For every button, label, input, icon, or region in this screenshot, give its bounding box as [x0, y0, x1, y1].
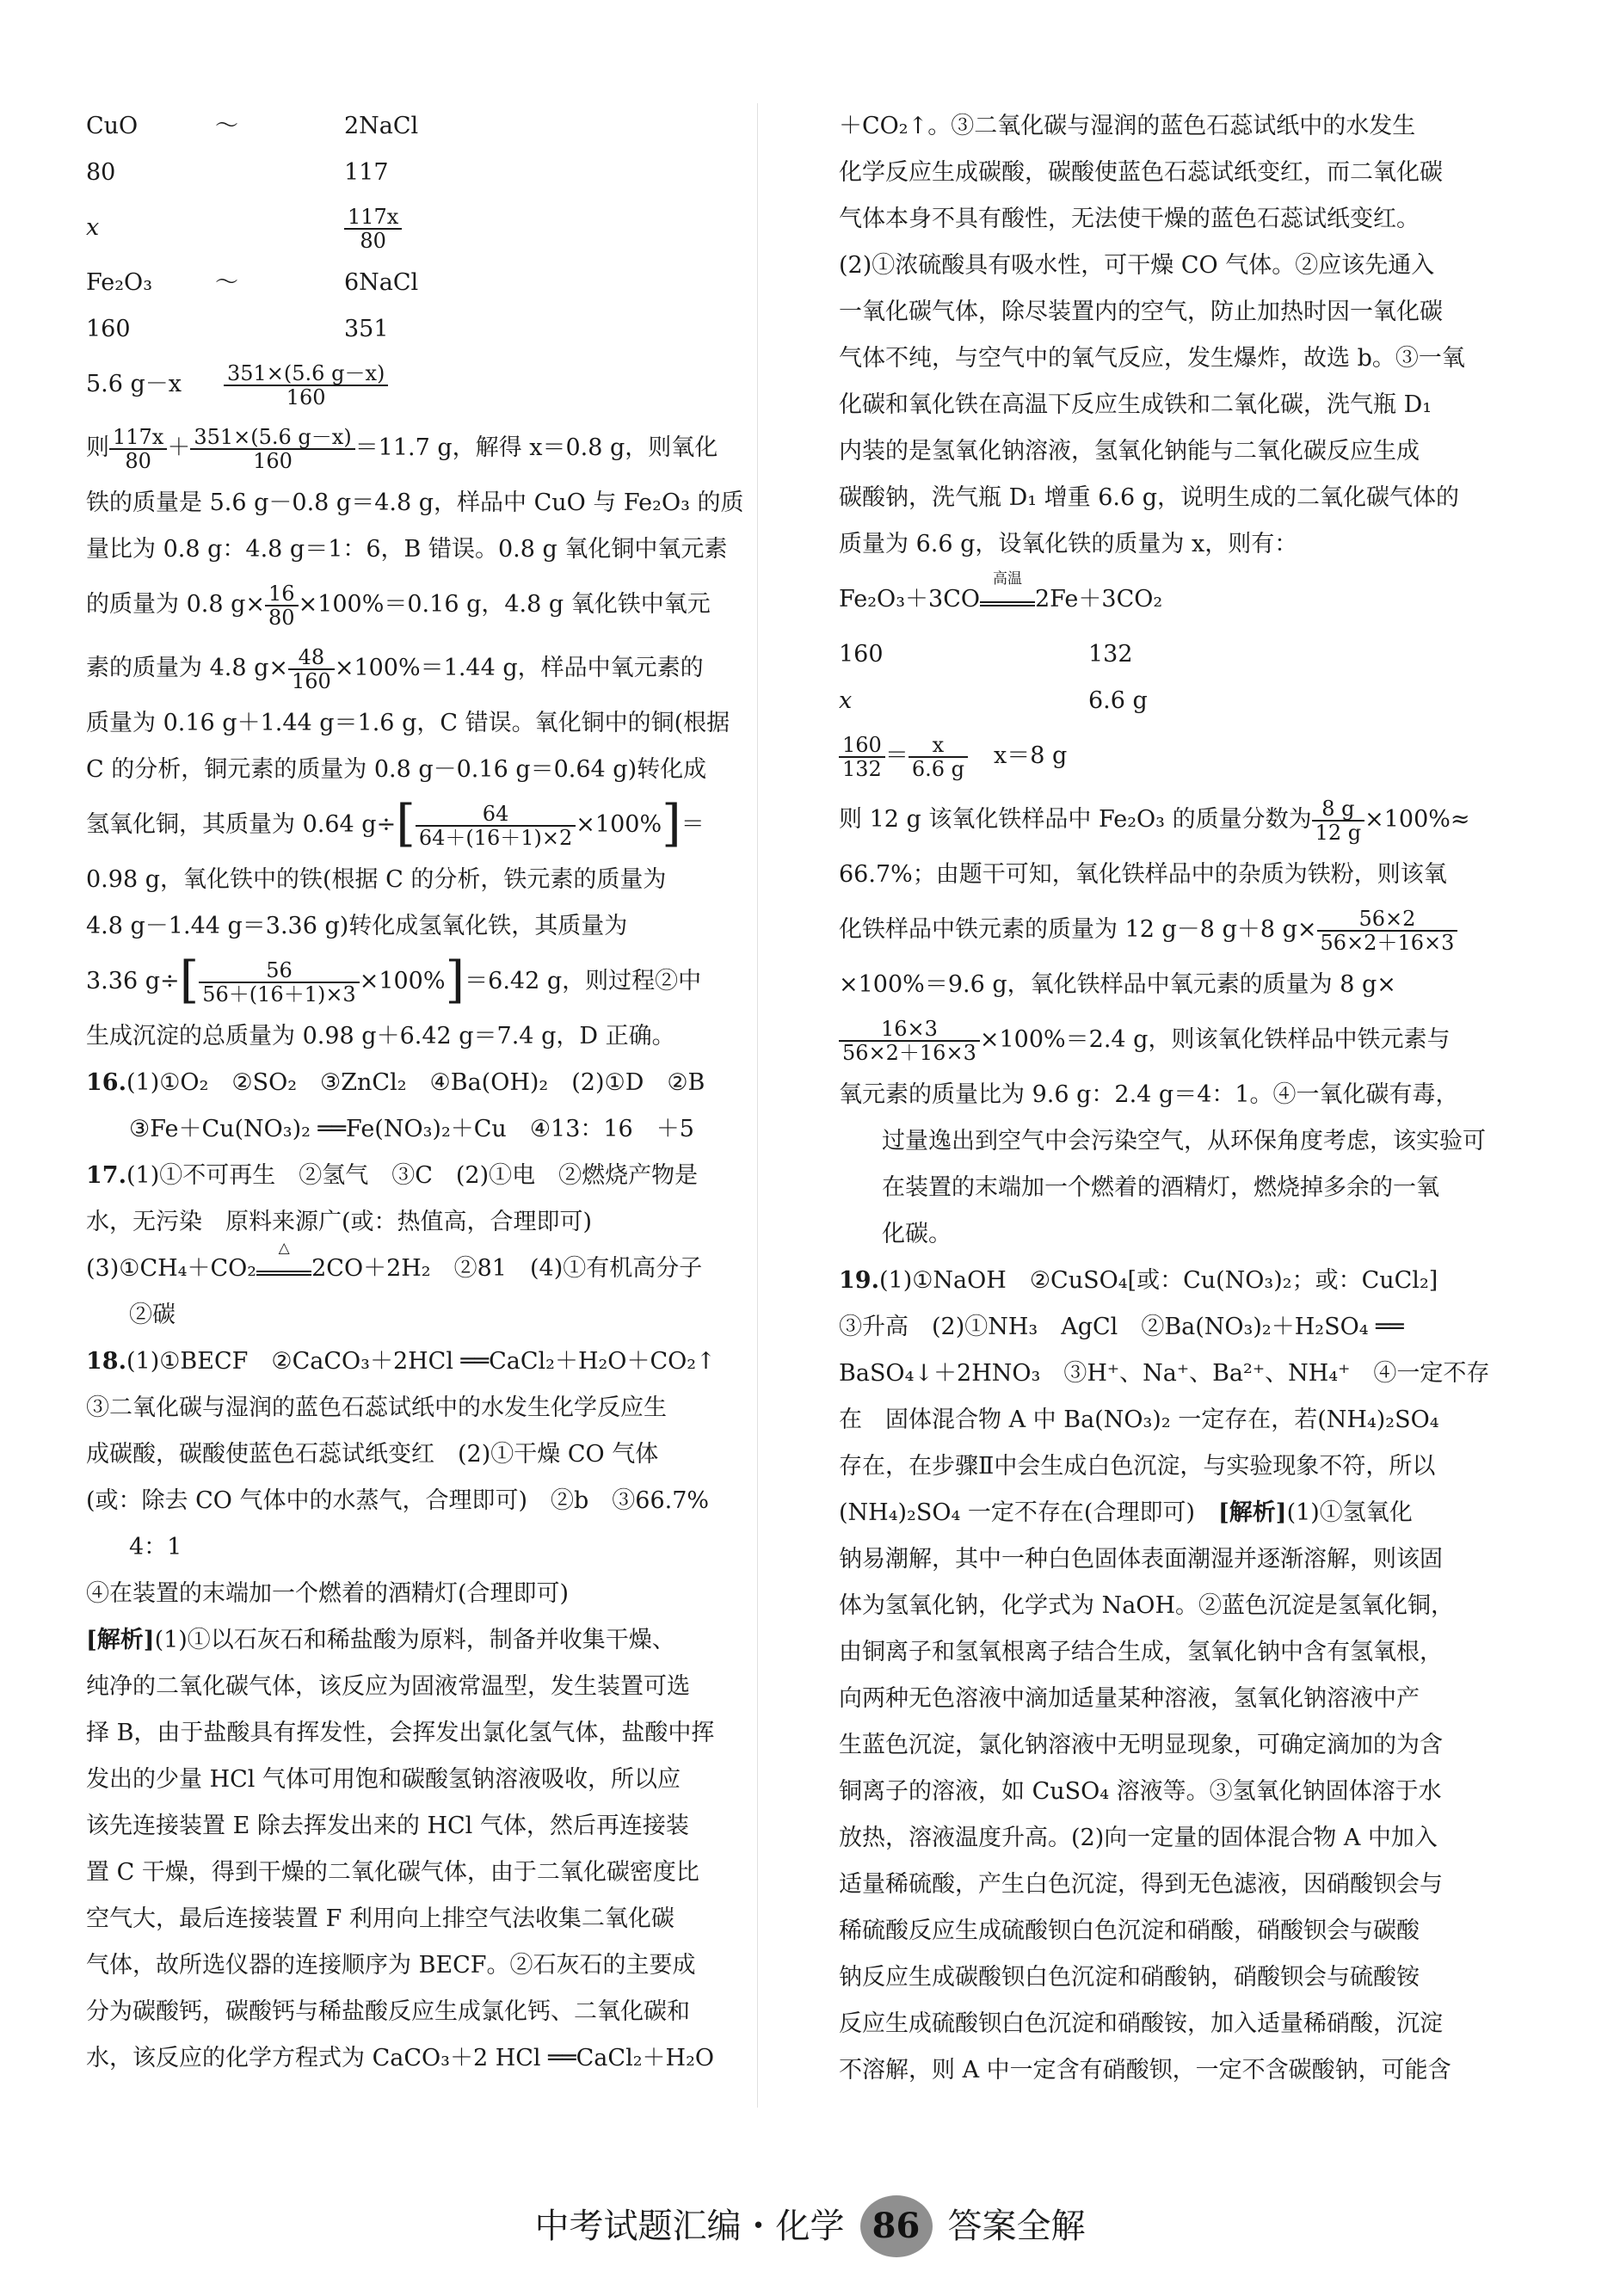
calc-row: [86, 150, 723, 196]
calc-row: [839, 678, 1474, 724]
text-line: 不溶解，则 A 中一定含有硝酸钡，一定不含碳酸钠，可能含: [839, 2057, 1451, 2084]
text-line: 碳酸钠，洗气瓶 D₁ 增重 6.6 g，说明生成的二氧化碳气体的: [839, 484, 1460, 511]
chemical-equation: [839, 568, 1474, 631]
fraction-numerator: 160: [839, 734, 885, 758]
text-line: 一氧化碳气体，除尽装置内的空气，防止加热时因一氧化碳: [839, 299, 1443, 325]
text-run: Fe₂O₃＋3CO: [839, 586, 980, 612]
question-number: 18.: [86, 1348, 126, 1375]
left-column: [86, 103, 744, 2082]
text-line: BaSO₄↓＋2HNO₃ ③H⁺、Na⁺、Ba²⁺、NH₄⁺ ④一定不存: [839, 1360, 1490, 1387]
text-line: C 的分析，铜元素的质量为 0.8 g－0.16 g＝0.64 g)转化成: [86, 756, 707, 783]
text-line: 向两种无色溶液中滴加适量某种溶液，氢氧化钠溶液中产: [839, 1685, 1420, 1712]
calc-cell: 5.6 g－x: [86, 371, 182, 397]
calc-cell: Fe₂O₃: [86, 269, 153, 296]
calc-row: [86, 260, 723, 306]
fraction-denominator: 6.6 g: [911, 756, 964, 781]
text-line: 水，该反应的化学方程式为 CaCO₃＋2 HCl ══CaCl₂＋H₂O: [86, 2045, 715, 2071]
text-line: ×100%＝9.6 g，氧化铁样品中氧元素的质量为 8 g×: [839, 971, 1396, 998]
text-line: 化碳和氧化铁在高温下反应生成铁和二氧化碳，洗气瓶 D₁: [839, 391, 1432, 418]
fraction: [190, 426, 354, 472]
fraction-numerator: 351×(5.6 g－x): [224, 362, 388, 386]
calc-row: [86, 306, 723, 353]
condition-label: △: [278, 1240, 290, 1257]
calc-row: [839, 631, 1474, 678]
answer-17: [86, 1153, 723, 1199]
text-line: 气体，故所选仪器的连接顺序为 BECF。②石灰石的主要成: [86, 1952, 696, 1979]
fraction-numerator: x: [909, 734, 968, 758]
calc-cell: 6.6 g: [1088, 687, 1148, 714]
calc-row: [86, 353, 723, 416]
text-line: 铁的质量是 5.6 g－0.8 g＝4.8 g，样品中 CuO 与 Fe₂O₃ 的质: [86, 489, 744, 516]
fraction: [109, 426, 167, 472]
fraction-denominator: 160: [253, 448, 293, 473]
right-bracket: ]: [662, 794, 681, 853]
calc-cell: 2NaCl: [344, 113, 419, 139]
text-run: (1)①氢氧化: [1286, 1499, 1413, 1526]
calc-row: [86, 196, 723, 260]
text-line: [86, 637, 723, 700]
fraction-numerator: 16: [265, 582, 299, 606]
text-run: (3)①CH₄＋CO₂: [86, 1255, 257, 1282]
fraction-denominator: 80: [360, 228, 386, 253]
text-line: 在 固体混合物 A 中 Ba(NO₃)₂ 一定存在，若(NH₄)₂SO₄: [839, 1407, 1439, 1433]
text-line: [86, 950, 723, 1013]
ratio-line: [839, 724, 1474, 788]
fraction: [416, 803, 576, 849]
question-number: 16.: [86, 1069, 126, 1096]
text-run: 则 12 g 该氧化铁样品中 Fe₂O₃ 的质量分数为: [839, 806, 1312, 833]
text-run: ×100%＝0.16 g，4.8 g 氧化铁中氧元: [298, 591, 711, 618]
fraction-denominator: 64＋(16＋1)×2: [418, 825, 573, 850]
text-line: 气体不纯，与空气中的氧气反应，发生爆炸，故选 b。③一氧: [839, 345, 1465, 372]
text-run: ×100%＝2.4 g，则该氧化铁样品中铁元素与: [979, 1026, 1451, 1053]
text-line: 发出的少量 HCl 气体可用饱和碳酸氢钠溶液吸收，所以应: [86, 1766, 681, 1793]
fraction: [909, 734, 968, 780]
text-line: [86, 793, 723, 857]
text-run: ＋: [167, 434, 191, 461]
fraction-denominator: 160: [292, 668, 331, 693]
fraction: [839, 734, 885, 780]
text-run: ×100%: [576, 811, 662, 838]
fraction: [1317, 908, 1458, 954]
question-number: 17.: [86, 1162, 126, 1189]
text-line: 适量稀硫酸，产生白色沉淀，得到无色滤液，因硝酸钡会与: [839, 1871, 1443, 1898]
fraction-numerator: 16×3: [839, 1018, 980, 1042]
calc-cell: 80: [86, 159, 116, 186]
fraction-numerator: 117x: [344, 206, 402, 230]
fraction-denominator: 56×2＋16×3: [842, 1040, 976, 1065]
text-line: [86, 1240, 723, 1292]
text-line: 过量逸出到空气中会污染空气，从环保角度考虑，该实验可: [882, 1128, 1486, 1154]
text-line: 由铜离子和氢氧根离子结合生成，氢氧化钠中含有氢氧根，: [839, 1639, 1443, 1665]
text-line: 质量为 6.6 g，设氧化铁的质量为 x，则有：: [839, 531, 1298, 557]
text-run: x＝8 g: [993, 742, 1068, 769]
text-line: 4：1: [129, 1534, 182, 1560]
text-line: 0.98 g，氧化铁中的铁(根据 C 的分析，铁元素的质量为: [86, 866, 667, 893]
text-line: 质量为 0.16 g＋1.44 g＝1.6 g，C 错误。氧化铜中的铜(根据: [86, 710, 730, 736]
text-run: 2CO＋2H₂ ②81 (4)①有机高分子: [311, 1255, 703, 1282]
reaction-condition: [256, 1240, 311, 1276]
text-line: (或：除去 CO 气体中的水蒸气，合理即可) ②b ③66.7%: [86, 1487, 710, 1514]
fraction-numerator: 117x: [109, 426, 167, 450]
text-line: 气体本身不具有酸性，无法使干燥的蓝色石蕊试纸变红。: [839, 206, 1420, 232]
text-run: ＝: [681, 811, 705, 838]
footer-section-title: 答案全解: [947, 2207, 1086, 2246]
text-line: 在装置的末端加一个燃着的酒精灯，燃烧掉多余的一氧: [882, 1174, 1439, 1201]
text-line: 钠反应生成碳酸钡白色沉淀和硝酸钠，硝酸钡会与硫酸铵: [839, 1964, 1420, 1991]
text-line: 生蓝色沉淀，氯化钠溶液中无明显现象，可确定滴加的为含: [839, 1732, 1443, 1758]
text-run: (1)①以石灰石和稀盐酸为原料，制备并收集干燥、: [154, 1627, 675, 1653]
text-line: [839, 788, 1474, 852]
column-divider: [757, 103, 758, 2108]
text-line: 成碳酸，碳酸使蓝色石蕊试纸变红 (2)①干燥 CO 气体: [86, 1441, 659, 1468]
text-line: 氧元素的质量比为 9.6 g：2.4 g＝4：1。④一氧化碳有毒，: [839, 1081, 1459, 1108]
fraction: [839, 1018, 980, 1064]
text-line: 铜离子的溶液，如 CuSO₄ 溶液等。③氢氧化钠固体溶于水: [839, 1778, 1442, 1805]
text-line: [86, 573, 723, 637]
text-line: [839, 1008, 1474, 1072]
text-line: (2)①浓硫酸具有吸水性，可干燥 CO 气体。②应该先通入: [839, 252, 1435, 279]
text-line: 钠易潮解，其中一种白色固体表面潮湿并逐渐溶解，则该固: [839, 1546, 1443, 1573]
calc-cell: ～: [215, 269, 238, 296]
text-line: 纯净的二氧化碳气体，该反应为固液常温型，发生装置可选: [86, 1673, 690, 1700]
text-run: 化铁样品中铁元素的质量为 12 g－8 g＋8 g×: [839, 916, 1317, 943]
text-run: (1)①不可再生 ②氢气 ③C (2)①电 ②燃烧产物是: [126, 1162, 699, 1189]
fraction: [199, 959, 359, 1006]
text-run: ×100%≈: [1364, 806, 1470, 833]
text-line: ③二氧化碳与湿润的蓝色石蕊试纸中的水发生化学反应生: [86, 1394, 667, 1421]
calc-cell: 6NaCl: [344, 269, 419, 296]
text-line: [86, 416, 723, 480]
text-run: 的质量为 0.8 g×: [86, 591, 266, 618]
page-footer: [0, 2189, 1620, 2261]
fraction: [344, 206, 402, 252]
calc-cell: x: [86, 214, 100, 241]
calc-cell: x: [839, 687, 853, 714]
fraction-denominator: 160: [286, 385, 326, 409]
text-run: ＝11.7 g，解得 x＝0.8 g，则氧化: [354, 434, 718, 461]
text-line: [86, 1617, 723, 1664]
text-line: ＋CO₂↑。③二氧化碳与湿润的蓝色石蕊试纸中的水发生: [839, 113, 1416, 139]
text-line: 生成沉淀的总质量为 0.98 g＋6.42 g＝7.4 g，D 正确。: [86, 1023, 675, 1050]
text-line: 空气大，最后连接装置 F 利用向上排空气法收集二氧化碳: [86, 1905, 674, 1932]
text-line: 稀硫酸反应生成硫酸钡白色沉淀和硝酸，硝酸钡会与碳酸: [839, 1917, 1420, 1944]
text-line: 存在，在步骤Ⅱ中会生成白色沉淀，与实验现象不符，所以: [839, 1453, 1436, 1480]
fraction-numerator: 56: [199, 959, 359, 983]
left-bracket: [: [396, 794, 416, 853]
text-line: 66.7%；由题干可知，氧化铁样品中的杂质为铁粉，则该氧: [839, 861, 1447, 888]
text-line: ④在装置的末端加一个燃着的酒精灯(合理即可): [86, 1580, 570, 1607]
text-run: 素的质量为 4.8 g×: [86, 655, 289, 681]
text-line: 体为氢氧化钠，化学式为 NaOH。②蓝色沉淀是氢氧化铜，: [839, 1592, 1454, 1619]
calc-cell: 117: [344, 159, 389, 186]
analysis-tag: [解析]: [1218, 1499, 1287, 1526]
text-line: 择 B，由于盐酸具有挥发性，会挥发出氯化氢气体，盐酸中挥: [86, 1720, 715, 1746]
text-run: (1)①O₂ ②SO₂ ③ZnCl₂ ④Ba(OH)₂ (2)①D ②B: [126, 1069, 705, 1096]
calc-row: [86, 103, 723, 150]
text-run: (1)①BECF ②CaCO₃＋2HCl ══CaCl₂＋H₂O＋CO₂↑: [126, 1348, 716, 1375]
text-line: 置 C 干燥，得到干燥的二氧化碳气体，由于二氧化碳密度比: [86, 1859, 699, 1886]
calc-cell: ～: [215, 113, 238, 139]
text-run: ＝: [884, 742, 909, 769]
answer-16: [86, 1060, 723, 1106]
footer-book-title: 中考试题汇编・化学: [534, 2207, 845, 2246]
text-run: ＝6.42 g，则过程②中: [465, 968, 702, 994]
text-run: ×100%＝1.44 g，样品中氧元素的: [334, 655, 704, 681]
fraction: [1312, 797, 1365, 844]
fraction-numerator: 64: [416, 803, 576, 827]
text-line: 4.8 g－1.44 g＝3.36 g)转化成氢氧化铁，其质量为: [86, 913, 628, 939]
text-line: [839, 898, 1474, 962]
text-line: ③Fe＋Cu(NO₃)₂ ══Fe(NO₃)₂＋Cu ④13：16 ＋5: [129, 1116, 694, 1142]
text-run: 3.36 g÷: [86, 968, 180, 994]
analysis-tag: [解析]: [86, 1627, 155, 1653]
page-number-badge: 86: [860, 2195, 933, 2257]
text-line: ③升高 (2)①NH₃ AgCl ②Ba(NO₃)₂＋H₂SO₄ ══: [839, 1314, 1404, 1340]
text-line: 内装的是氢氧化钠溶液，氢氧化钠能与二氧化碳反应生成: [839, 438, 1420, 465]
text-run: 则: [86, 434, 109, 461]
text-line: ②碳: [129, 1302, 176, 1328]
fraction: [224, 362, 388, 409]
question-number: 19.: [839, 1267, 879, 1294]
text-line: 化碳。: [882, 1221, 952, 1247]
text-run: 氢氧化铜，其质量为 0.64 g÷: [86, 811, 397, 838]
fraction-denominator: 12 g: [1315, 820, 1362, 845]
text-run: (1)①NaOH ②CuSO₄[或：Cu(NO₃)₂；或：CuCl₂]: [878, 1267, 1438, 1294]
answer-18: [86, 1339, 723, 1385]
fraction-numerator: 48: [288, 646, 335, 670]
fraction-denominator: 56＋(16＋1)×3: [202, 982, 356, 1006]
calc-cell: CuO: [86, 113, 139, 139]
fraction-denominator: 56×2＋16×3: [1320, 930, 1455, 955]
fraction-numerator: 8 g: [1312, 797, 1365, 822]
right-column: [839, 103, 1490, 2094]
text-run: (NH₄)₂SO₄ 一定不存在(合理即可): [839, 1499, 1218, 1526]
text-line: 分为碳酸钙，碳酸钙与稀盐酸反应生成氯化钙、二氧化碳和: [86, 1998, 690, 2025]
calc-cell: 160: [839, 641, 884, 668]
fraction-denominator: 80: [268, 605, 295, 630]
right-bracket: ]: [445, 951, 465, 1009]
equals-bar: [256, 1271, 311, 1276]
fraction-numerator: 56×2: [1317, 908, 1458, 932]
text-line: 量比为 0.8 g：4.8 g＝1：6，B 错误。0.8 g 氧化铜中氧元素: [86, 536, 728, 563]
fraction-denominator: 132: [842, 756, 882, 781]
text-line: [839, 1490, 1474, 1536]
left-bracket: [: [179, 951, 200, 1009]
fraction-denominator: 80: [125, 448, 151, 473]
text-line: 放热，溶液温度升高。(2)向一定量的固体混合物 A 中加入: [839, 1825, 1438, 1851]
fraction-numerator: 351×(5.6 g－x): [190, 426, 354, 450]
fraction: [288, 646, 335, 692]
text-run: 2Fe＋3CO₂: [1035, 586, 1163, 612]
text-line: 化学反应生成碳酸，碳酸使蓝色石蕊试纸变红，而二氧化碳: [839, 159, 1443, 186]
text-line: 水，无污染 原料来源广(或：热值高，合理即可): [86, 1209, 593, 1235]
text-run: ×100%: [359, 968, 446, 994]
text-line: 该先连接装置 E 除去挥发出来的 HCl 气体，然后再连接装: [86, 1813, 689, 1839]
equals-bar: [980, 601, 1035, 606]
condition-label: 高温: [993, 570, 1022, 588]
fraction: [265, 582, 299, 629]
text-line: 反应生成硫酸钡白色沉淀和硝酸铵，加入适量稀硝酸，沉淀: [839, 2010, 1443, 2037]
answer-19: [839, 1258, 1474, 1304]
calc-cell: 351: [344, 316, 389, 342]
calc-cell: 132: [1088, 641, 1133, 668]
calc-cell: 160: [86, 316, 131, 342]
reaction-condition: [980, 570, 1035, 606]
